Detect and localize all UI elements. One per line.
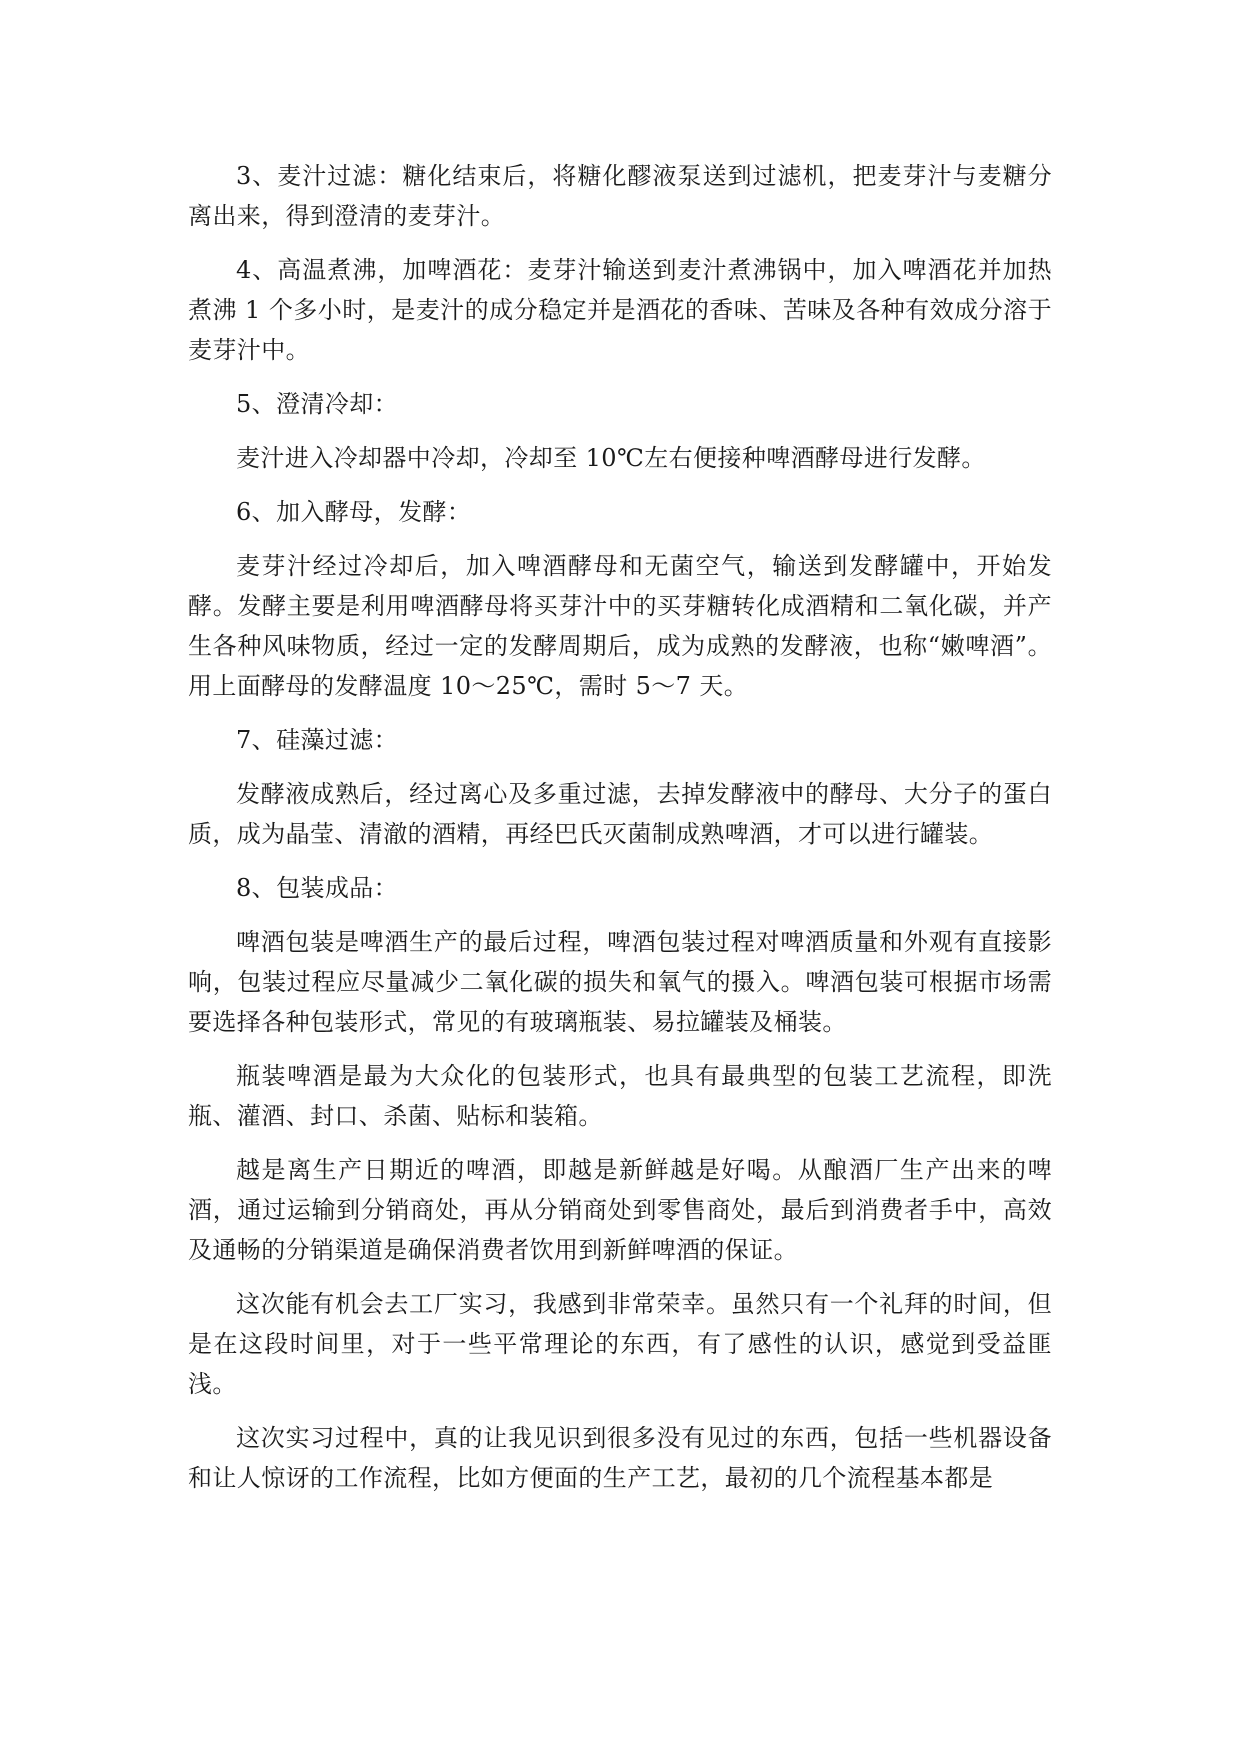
paragraph-boiling-hops: 4、高温煮沸，加啤酒花：麦芽汁输送到麦汁煮沸锅中，加入啤酒花并加热煮沸 1 个多小时，是麦汁的成分稳定并是酒花的香味、苦味及各种有效成分溶于麦芽汁中。 <box>188 256 1052 364</box>
paragraph-internship-process: 这次实习过程中，真的让我见识到很多没有见过的东西，包括一些机器设备和让人惊讶的工作流程，比如方便面的生产工艺，最初的几个流程基本都是 <box>188 1424 1052 1492</box>
paragraph-wort-filtration: 3、麦汁过滤：糖化结束后，将糖化醪液泵送到过滤机，把麦芽汁与麦糖分离出来，得到澄清的麦芽汁。 <box>188 162 1052 230</box>
paragraph-packaging: 啤酒包装是啤酒生产的最后过程，啤酒包装过程对啤酒质量和外观有直接影响，包装过程应尽量减少二氧化碳的损失和氧气的摄入。啤酒包装可根据市场需要选择各种包装形式，常见的有玻璃瓶装、易拉罐装及桶装。 <box>188 928 1052 1036</box>
paragraph-fermentation: 麦芽汁经过冷却后，加入啤酒酵母和无菌空气，输送到发酵罐中，开始发酵。发酵主要是利用啤酒酵母将买芽汁中的买芽糖转化成酒精和二氧化碳，并产生各种风味物质，经过一定的发酵周期后，成为成熟的发酵液，也称“嫩啤酒”。用上面酵母的发酵温度 10～25℃，需时 5～7 天。 <box>188 552 1052 700</box>
heading-diatomite-filtration: 7、硅藻过滤： <box>236 726 399 754</box>
heading-clarify-cool: 5、澄清冷却： <box>236 390 399 418</box>
paragraph-bottled-beer: 瓶装啤酒是最为大众化的包装形式，也具有最典型的包装工艺流程，即洗瓶、灌酒、封口、杀菌、贴标和装箱。 <box>188 1062 1052 1130</box>
paragraph-cooling: 麦汁进入冷却器中冷却，冷却至 10℃左右便接种啤酒酵母进行发酵。 <box>236 444 986 472</box>
paragraph-freshness: 越是离生产日期近的啤酒，即越是新鲜越是好喝。从酿酒厂生产出来的啤酒，通过运输到分销商处，再从分销商处到零售商处，最后到消费者手中，高效及通畅的分销渠道是确保消费者饮用到新鲜啤酒的保证。 <box>188 1156 1052 1264</box>
paragraph-filtration: 发酵液成熟后，经过离心及多重过滤，去掉发酵液中的酵母、大分子的蛋白质，成为晶莹、清澈的酒精，再经巴氏灭菌制成熟啤酒，才可以进行罐装。 <box>188 780 1052 848</box>
heading-add-yeast: 6、加入酵母，发酵： <box>236 498 472 526</box>
document-body <box>188 156 1052 1512</box>
paragraph-internship-reflection: 这次能有机会去工厂实习，我感到非常荣幸。虽然只有一个礼拜的时间，但是在这段时间里，对于一些平常理论的东西，有了感性的认识，感觉到受益匪浅。 <box>188 1290 1052 1398</box>
heading-packaging: 8、包装成品： <box>236 874 399 902</box>
